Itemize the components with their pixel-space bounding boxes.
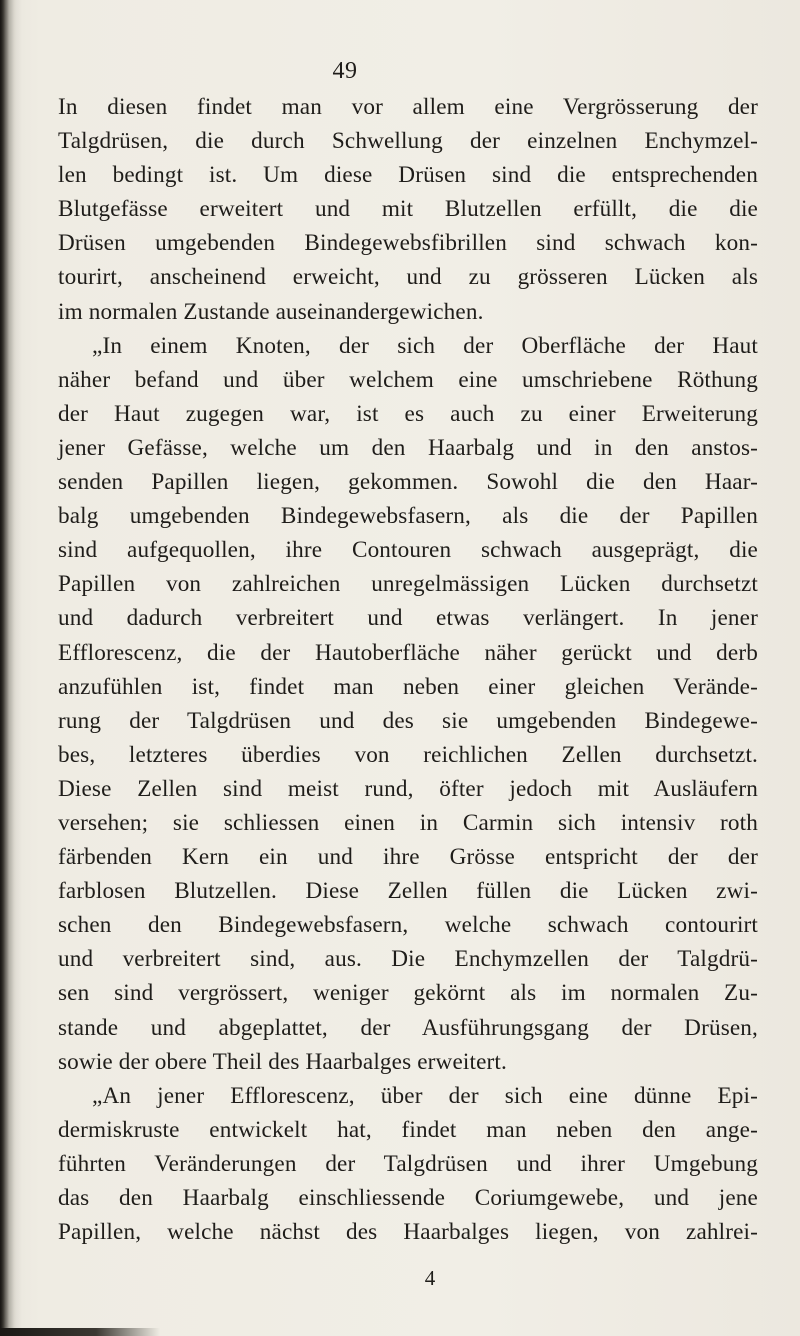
text-line: anzufühlen ist, findet man neben einer gleichen Verände- (58, 673, 758, 700)
text-line: Papillen, welche nächst des Haarbalges liegen, von zahlrei- (58, 1219, 758, 1246)
text-line: führten Veränderungen der Talgdrüsen und ihrer Umgebung (58, 1150, 758, 1177)
text-line: stande und abgeplattet, der Ausführungsgang der Drüsen, (58, 1014, 758, 1041)
page-number: 49 (332, 58, 358, 84)
text-line: senden Papillen liegen, gekommen. Sowohl die den Haar- (58, 469, 758, 496)
text-line: im normalen Zustande auseinandergewichen. (58, 298, 484, 325)
text-line: len bedingt ist. Um diese Drüsen sind die entsprechenden (58, 162, 758, 189)
text-line: und verbreitert sind, aus. Die Enchymzellen der Talgdrü- (58, 946, 758, 973)
signature-mark: 4 (424, 1266, 436, 1290)
text-line: sind aufgequollen, ihre Contouren schwach ausgeprägt, die (58, 537, 758, 564)
binding-gutter-shadow (0, 0, 22, 1336)
text-line: färbenden Kern ein und ihre Grösse entspricht der der (58, 844, 758, 871)
text-line: tourirt, anscheinend erweicht, und zu grösseren Lücken als (58, 264, 758, 291)
text-line: versehen; sie schliessen einen in Carmin sich intensiv roth (58, 809, 758, 836)
text-line: balg umgebenden Bindegewebsfasern, als die der Papillen (58, 503, 758, 530)
text-line: „In einem Knoten, der sich der Oberfläche der Haut (92, 332, 758, 359)
text-line: Papillen von zahlreichen unregelmässigen Lücken durchsetzt (58, 571, 758, 598)
text-line: Blutgefässe erweitert und mit Blutzellen erfüllt, die die (58, 196, 758, 223)
text-line: Diese Zellen sind meist rund, öfter jedoch mit Ausläufern (58, 775, 758, 802)
text-line: näher befand und über welchem eine umschriebene Röthung (58, 366, 758, 393)
text-line: Efflorescenz, die der Hautoberfläche näher gerückt und derb (58, 639, 758, 666)
body-text (58, 90, 758, 1249)
text-line: sowie der obere Theil des Haarbalges erweitert. (58, 1048, 507, 1075)
text-line: „An jener Efflorescenz, über der sich eine dünne Epi- (92, 1082, 758, 1109)
page-bottom-edge (0, 1328, 160, 1336)
text-line: farblosen Blutzellen. Diese Zellen füllen die Lücken zwi- (58, 878, 758, 905)
text-line: sen sind vergrössert, weniger gekörnt als im normalen Zu- (58, 980, 758, 1007)
text-line: bes, letzteres überdies von reichlichen Zellen durchsetzt. (58, 741, 758, 768)
text-line: In diesen findet man vor allem eine Vergrösserung der (58, 94, 758, 120)
text-line: Drüsen umgebenden Bindegewebsfibrillen sind schwach kon- (58, 230, 758, 257)
text-line: dermiskruste entwickelt hat, findet man neben den ange- (58, 1116, 758, 1143)
text-line: rung der Talgdrüsen und des sie umgebenden Bindegewe- (58, 707, 758, 734)
text-line: jener Gefässe, welche um den Haarbalg und in den anstos- (58, 434, 758, 461)
text-line: Talgdrüsen, die durch Schwellung der einzelnen Enchymzel- (58, 128, 758, 155)
text-line: und dadurch verbreitert und etwas verlängert. In jener (58, 605, 758, 632)
text-line: das den Haarbalg einschliessende Coriumgewebe, und jene (58, 1185, 758, 1211)
text-line: schen den Bindegewebsfasern, welche schwach contourirt (58, 912, 758, 939)
text-line: der Haut zugegen war, ist es auch zu einer Erweiterung (58, 400, 758, 427)
